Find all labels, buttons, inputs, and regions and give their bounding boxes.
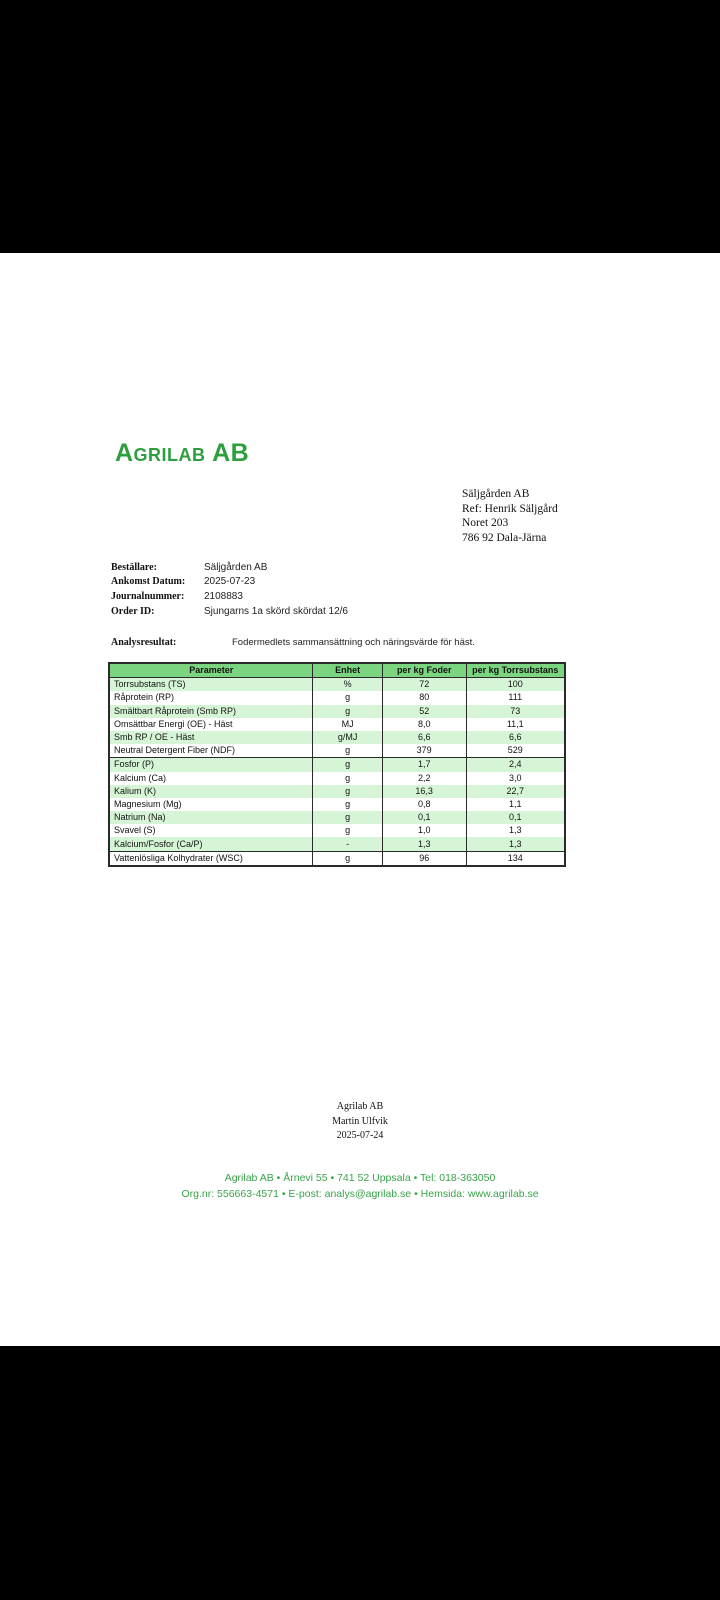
header-enhet: Enhet: [313, 663, 382, 678]
cell-unit: g: [313, 705, 382, 718]
cell-unit: g: [313, 851, 382, 866]
cell-ts: 1,3: [466, 837, 565, 851]
company-logo: Agrilab AB: [115, 439, 250, 467]
cell-foder: 80: [382, 691, 466, 704]
cell-ts: 11,1: [466, 718, 565, 731]
cell-unit: g: [313, 772, 382, 785]
table-row: [109, 718, 565, 731]
cell-foder: 72: [382, 678, 466, 692]
info-value-ankomst: 2025-07-23: [204, 576, 256, 587]
cell-unit: g: [313, 798, 382, 811]
cell-parameter: Magnesium (Mg): [109, 798, 313, 811]
analys-text: Fodermedlets sammansättning och näringsvärde för häst.: [232, 637, 475, 648]
signature-line: 2025-07-24: [336, 1130, 384, 1141]
cell-parameter: Kalcium/Fosfor (Ca/P): [109, 837, 313, 851]
cell-unit: g: [313, 811, 382, 824]
cell-ts: 2,4: [466, 758, 565, 772]
cell-parameter: Kalium (K): [109, 785, 313, 798]
header-parameter: Parameter: [109, 663, 313, 678]
page-footer: [0, 1170, 720, 1202]
recipient-line: Noret 203: [462, 517, 509, 529]
table-row: [109, 772, 565, 785]
info-label-journal: Journalnummer:: [111, 591, 185, 602]
cell-ts: 1,3: [466, 824, 565, 837]
cell-foder: 1,7: [382, 758, 466, 772]
info-value-bestallare: Säljgården AB: [204, 562, 268, 573]
cell-foder: 8,0: [382, 718, 466, 731]
cell-ts: 73: [466, 705, 565, 718]
cell-parameter: Fosfor (P): [109, 758, 313, 772]
cell-parameter: Svavel (S): [109, 824, 313, 837]
cell-unit: g: [313, 758, 382, 772]
cell-foder: 2,2: [382, 772, 466, 785]
cell-parameter: Smb RP / OE - Häst: [109, 731, 313, 744]
cell-unit: MJ: [313, 718, 382, 731]
cell-foder: 16,3: [382, 785, 466, 798]
cell-parameter: Vattenlösliga Kolhydrater (WSC): [109, 851, 313, 866]
cell-unit: g/MJ: [313, 731, 382, 744]
document-page: [0, 253, 720, 1346]
signature-line: Agrilab AB: [336, 1101, 384, 1112]
cell-foder: 52: [382, 705, 466, 718]
table-row: [109, 705, 565, 718]
cell-foder: 0,1: [382, 811, 466, 824]
cell-unit: g: [313, 824, 382, 837]
signature-block: [0, 1100, 720, 1144]
recipient-line: Ref: Henrik Säljgård: [462, 502, 558, 515]
table-header-row: [109, 663, 565, 678]
cell-foder: 96: [382, 851, 466, 866]
cell-parameter: Natrium (Na): [109, 811, 313, 824]
cell-ts: 529: [466, 744, 565, 758]
cell-foder: 1,3: [382, 837, 466, 851]
table-row: [109, 837, 565, 851]
cell-parameter: Neutral Detergent Fiber (NDF): [109, 744, 313, 758]
cell-foder: 1,0: [382, 824, 466, 837]
cell-unit: %: [313, 678, 382, 692]
cell-parameter: Smältbart Råprotein (Smb RP): [109, 705, 313, 718]
info-label-order: Order ID:: [111, 606, 155, 617]
cell-unit: g: [313, 785, 382, 798]
cell-ts: 3,0: [466, 772, 565, 785]
cell-ts: 0,1: [466, 811, 565, 824]
info-label-bestallare: Beställare:: [111, 562, 157, 573]
header-per-kg-foder: per kg Foder: [382, 663, 466, 678]
recipient-line: Säljgården AB: [462, 488, 530, 500]
table-row: [109, 691, 565, 704]
table-row: [109, 744, 565, 758]
cell-ts: 1,1: [466, 798, 565, 811]
analys-label: Analysresultat:: [111, 637, 177, 648]
cell-ts: 22,7: [466, 785, 565, 798]
cell-ts: 100: [466, 678, 565, 692]
info-value-order: Sjungarns 1a skörd skördat 12/6: [204, 606, 348, 617]
table-row: [109, 678, 565, 692]
cell-ts: 134: [466, 851, 565, 866]
table-row: [109, 798, 565, 811]
cell-ts: 6,6: [466, 731, 565, 744]
cell-unit: g: [313, 691, 382, 704]
footer-line: Org.nr: 556663-4571 • E-post: analys@agrilab.se • Hemsida: www.agrilab.se: [181, 1188, 539, 1200]
table-row: [109, 731, 565, 744]
cell-ts: 111: [466, 691, 565, 704]
table-row: [109, 785, 565, 798]
recipient-address: [462, 487, 558, 545]
cell-parameter: Omsättbar Energi (OE) - Häst: [109, 718, 313, 731]
cell-foder: 379: [382, 744, 466, 758]
cell-unit: -: [313, 837, 382, 851]
info-value-journal: 2108883: [204, 591, 243, 602]
table-row: [109, 811, 565, 824]
signature-line: Martin Ulfvik: [332, 1115, 388, 1127]
footer-line: Agrilab AB • Årnevi 55 • 741 52 Uppsala • Tel: 018-363050: [224, 1172, 496, 1184]
cell-unit: g: [313, 744, 382, 758]
results-table: [108, 662, 566, 867]
cell-foder: 6,6: [382, 731, 466, 744]
cell-foder: 0,8: [382, 798, 466, 811]
table-row: [109, 851, 565, 866]
info-label-ankomst: Ankomst Datum:: [111, 576, 186, 587]
table-row: [109, 758, 565, 772]
recipient-line: 786 92 Dala-Järna: [462, 531, 547, 544]
header-per-kg-ts: per kg Torrsubstans: [466, 663, 565, 678]
table-row: [109, 824, 565, 837]
cell-parameter: Torrsubstans (TS): [109, 678, 313, 692]
cell-parameter: Kalcium (Ca): [109, 772, 313, 785]
cell-parameter: Råprotein (RP): [109, 691, 313, 704]
